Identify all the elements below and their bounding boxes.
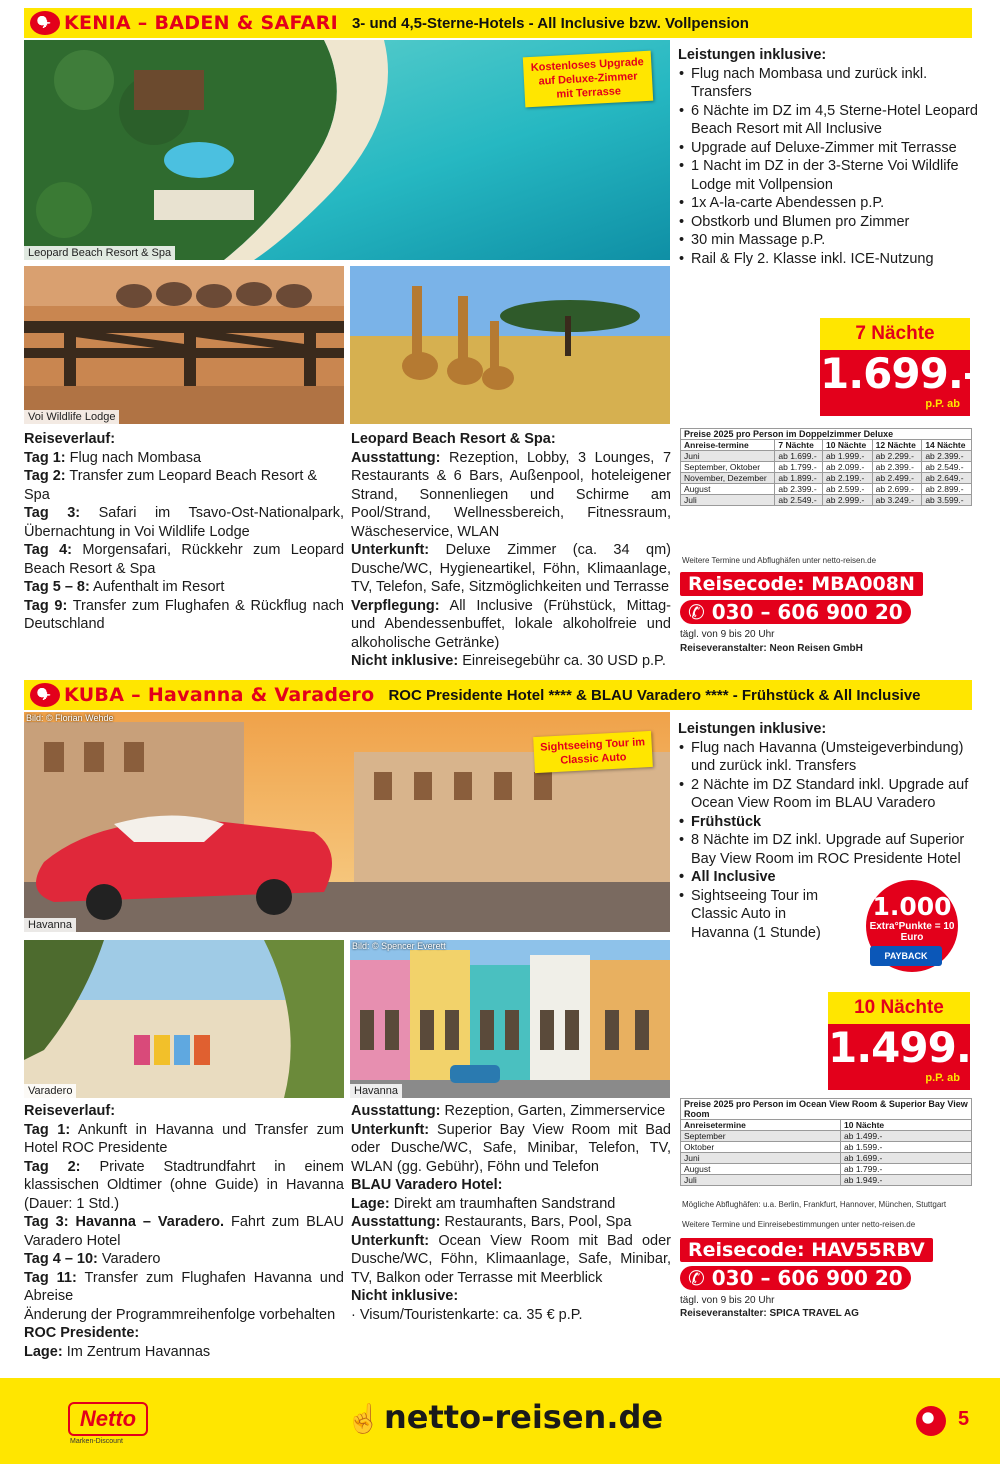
table-cell: August (681, 484, 775, 495)
itinerary-item: Tag 3: Havanna – Varadero. Fahrt zum BLAU Varadero Hotel (24, 1214, 345, 1249)
table-cell: Oktober (681, 1142, 841, 1153)
kenia-title-band (24, 8, 972, 38)
itinerary-item: Tag 5 – 8: Aufenthalt im Resort (24, 579, 225, 595)
hotel-detail: Lage: Direkt am traumhaften Sandstrand (351, 1195, 616, 1212)
kuba-nicht-title: Nicht inklusive: (351, 1288, 459, 1304)
kenia-photo2-caption: Voi Wildlife Lodge (24, 410, 119, 424)
table-row (681, 484, 972, 495)
kenia-price-pp: p.P. ab (925, 398, 960, 410)
table-cell: ab 1.949.- (841, 1175, 972, 1186)
kenia-nights: 7 Nächte (820, 318, 970, 350)
payback-text: Extra°Punkte = 10 Euro (869, 921, 955, 943)
table-cell: ab 2.599.- (823, 484, 873, 495)
list-item: • Obstkorb und Blumen pro Zimmer (678, 213, 978, 232)
website-url[interactable]: netto-reisen.de (384, 1398, 664, 1436)
elephants-image (24, 266, 344, 424)
hotel-detail: Lage: Im Zentrum Havannas (24, 1343, 211, 1360)
list-item: • Sightseeing Tour im Classic Auto in Havanna (1 Stunde) (678, 887, 846, 943)
kuba-roc-title: ROC Presidente: (24, 1325, 140, 1341)
table-cell: ab 1.999.- (823, 451, 873, 462)
kuba-havanna-street-photo (350, 940, 670, 1098)
table-row (681, 1142, 972, 1153)
hotel-detail: Nicht inklusive: Einreisegebühr ca. 30 USD p.P. (351, 653, 666, 669)
list-item: • 6 Nächte im DZ im 4,5 Sterne-Hotel Leopard Beach Resort mit All Inclusive (678, 102, 978, 139)
table-cell: ab 1.699.- (841, 1153, 972, 1164)
table-cell: ab 2.299.- (872, 451, 922, 462)
itinerary-item: Tag 1: Flug nach Mombasa (24, 449, 202, 466)
itinerary-item: Tag 1: Ankunft in Havanna und Transfer zum Hotel ROC Presidente (24, 1121, 344, 1156)
list-item: • Upgrade auf Deluxe-Zimmer mit Terrasse (678, 139, 978, 158)
itinerary-item: Tag 3: Safari im Tsavo-Ost-Nationalpark, Übernachtung in Voi Wildlife Lodge (24, 505, 345, 540)
table-cell: ab 2.399.- (872, 462, 922, 473)
list-item: • Frühstück (678, 813, 978, 832)
table-header: 12 Nächte (872, 440, 922, 451)
kuba-nights: 10 Nächte (828, 992, 970, 1024)
phone-number: 030 – 606 900 20 (711, 1266, 903, 1290)
netto-logo-tagline: Marken-Discount (70, 1438, 123, 1445)
kenia-photo1-caption: Leopard Beach Resort & Spa (24, 246, 175, 260)
kenia-leistungen (678, 46, 978, 268)
globe-icon: ✈ (30, 11, 60, 35)
table-cell: ab 1.499.- (841, 1131, 972, 1142)
phone-icon: ✆ (688, 1266, 712, 1290)
table-cell: ab 2.399.- (775, 484, 823, 495)
kenia-reisecode: Reisecode: MBA008N (680, 572, 923, 596)
kuba-price-box (828, 1023, 988, 1090)
table-cell: ab 1.799.- (775, 462, 823, 473)
table-cell: November, Dezember (681, 473, 775, 484)
kuba-price: 1.499.- (828, 1023, 988, 1072)
footer (0, 1378, 1000, 1464)
table-cell: Juli (681, 1175, 841, 1186)
table-row (681, 1175, 972, 1186)
table-row (681, 1131, 972, 1142)
table-cell: ab 2.499.- (872, 473, 922, 484)
kenia-hotel-info (351, 430, 671, 671)
table-cell: ab 1.799.- (841, 1164, 972, 1175)
table-row (681, 473, 972, 484)
hotel-detail: Ausstattung: Rezeption, Lobby, 3 Lounges, 7 Restaurants & 6 Bars, Außenpool, hoteleigener Strand, Sonnenliegen und Schirme am Pool/Strand, Wellnessbereich, Fitnessraum, Wäscheservice, WLAN (351, 449, 672, 540)
kuba-hotel-info (351, 1102, 671, 1324)
table-row (681, 451, 972, 462)
kenia-giraffe-photo (350, 266, 670, 424)
kuba-photo3-caption: Havanna (350, 1084, 402, 1098)
kenia-beach-photo (24, 40, 670, 260)
hand-icon: ☝ (346, 1403, 381, 1434)
table-cell: ab 3.249.- (872, 495, 922, 506)
table-header: Anreise-termine (681, 440, 775, 451)
itinerary-item: Tag 11: Transfer zum Flughafen Havanna und Abreise (24, 1269, 344, 1304)
kenia-hours: tägl. von 9 bis 20 Uhr (680, 629, 775, 640)
kuba-car-photo (24, 712, 670, 932)
kuba-photo1-caption: Havanna (24, 918, 76, 932)
kuba-price-pp: p.P. ab (925, 1072, 960, 1084)
itinerary-item: Tag 4 – 10: Varadero (24, 1251, 161, 1267)
table-caption: Preise 2025 pro Person im Ocean View Room & Superior Bay View Room (681, 1099, 972, 1120)
table-cell: ab 2.549.- (775, 495, 823, 506)
table-cell: ab 2.549.- (922, 462, 972, 473)
kuba-reise-title: Reiseverlauf: (24, 1103, 116, 1119)
table-cell: Juli (681, 495, 775, 506)
list-item: • Flug nach Havanna (Umsteigeverbindung) und zurück inkl. Transfers (678, 739, 978, 776)
kuba-reisecode: Reisecode: HAV55RBV (680, 1238, 933, 1262)
kenia-operator: Reiseveranstalter: Neon Reisen GmbH (680, 643, 863, 654)
table-cell: September, Oktober (681, 462, 775, 473)
kenia-leistungen-title: Leistungen inklusive: (678, 47, 827, 63)
colorful-buildings-image (350, 940, 670, 1098)
kenia-price-box (820, 349, 980, 416)
giraffes-image (350, 266, 670, 424)
kuba-title: KUBA – Havanna & Varadero (64, 684, 375, 706)
table-cell: September (681, 1131, 841, 1142)
kenia-reiseverlauf (24, 430, 344, 634)
phone-icon: ✆ (688, 600, 712, 624)
table-cell: ab 2.899.- (922, 484, 972, 495)
globe-icon (916, 1406, 946, 1436)
table-cell: ab 2.099.- (823, 462, 873, 473)
hotel-detail: Ausstattung: Rezeption, Garten, Zimmerservice (351, 1103, 666, 1119)
table-cell: ab 3.599.- (922, 495, 972, 506)
kuba-title-band (24, 680, 972, 710)
kuba-price-table (680, 1098, 972, 1186)
kenia-title: KENIA – BADEN & SAFARI (64, 12, 338, 34)
kenia-table-note: Weitere Termine und Abflughäfen unter netto-reisen.de (682, 556, 877, 565)
kuba-subtitle: ROC Presidente Hotel **** & BLAU Varadero **** - Frühstück & All Inclusive (388, 686, 921, 704)
kenia-leistungen-list (678, 65, 978, 269)
table-caption: Preise 2025 pro Person im Doppelzimmer Deluxe (681, 429, 972, 440)
table-cell: ab 2.999.- (823, 495, 873, 506)
table-header: 7 Nächte (775, 440, 823, 451)
kuba-reiseverlauf (24, 1102, 344, 1361)
kuba-blau-title: BLAU Varadero Hotel: (351, 1177, 503, 1193)
kuba-photo2-caption: Varadero (24, 1084, 76, 1098)
payback-badge (866, 880, 958, 972)
kuba-hours: tägl. von 9 bis 20 Uhr (680, 1295, 775, 1306)
varadero-sign-image (24, 940, 344, 1098)
kenia-reise-title: Reiseverlauf: (24, 431, 116, 447)
kuba-phone[interactable] (680, 1266, 911, 1290)
hotel-detail: Verpflegung: All Inclusive (Frühstück, Mittag- und Abendessenbuffet, lokale alkoholfreie und alkoholische Getränke) (351, 597, 671, 651)
table-header: 10 Nächte (841, 1120, 972, 1131)
list-item: • 1 Nacht im DZ in der 3-Sterne Voi Wildlife Lodge mit Vollpension (678, 157, 978, 194)
itinerary-note: Änderung der Programmreihenfolge vorbehalten (24, 1306, 336, 1323)
table-cell: Juni (681, 451, 775, 462)
table-row (681, 462, 972, 473)
hotel-detail: Ausstattung: Restaurants, Bars, Pool, Spa (351, 1214, 632, 1230)
kenia-subtitle: 3- und 4,5-Sterne-Hotels - All Inclusive bzw. Vollpension (351, 14, 749, 32)
kuba-varadero-photo (24, 940, 344, 1098)
hotel-detail: Unterkunft: Superior Bay View Room mit Bad oder Dusche/WC, Safe, Minibar, Telefon, TV, WLAN (gg. Gebühr), Föhn und Telefon (351, 1121, 671, 1175)
list-item: • 1x A-la-carte Abendessen p.P. (678, 194, 978, 213)
table-row (681, 495, 972, 506)
itinerary-item: Tag 2: Transfer zum Leopard Beach Resort & Spa (24, 468, 318, 503)
kenia-phone[interactable] (680, 600, 911, 624)
netto-logo[interactable]: Netto (68, 1402, 148, 1436)
table-cell: August (681, 1164, 841, 1175)
list-item: • All Inclusive (678, 868, 978, 887)
table-cell: ab 2.199.- (823, 473, 873, 484)
payback-logo: PAYBACK (870, 946, 942, 966)
kuba-table-note1: Mögliche Abflughäfen: u.a. Berlin, Frankfurt, Hannover, München, Stuttgart (682, 1200, 947, 1209)
kenia-hotel-title: Leopard Beach Resort & Spa: (351, 431, 556, 447)
kuba-sightseeing-badge: Sightseeing Tour im Classic Auto (533, 731, 653, 773)
itinerary-item: Tag 9: Transfer zum Flughafen & Rückflug nach Deutschland (24, 597, 344, 632)
kuba-photo1-credit: Bild: © Florian Wehde (26, 713, 114, 723)
kenia-price-table (680, 428, 972, 506)
itinerary-item: Tag 2: Private Stadtrundfahrt in einem klassischen Oldtimer (ohne Guide) in Havanna (Dauer: 1 Std.) (24, 1158, 344, 1212)
table-cell: ab 2.699.- (872, 484, 922, 495)
table-cell: ab 1.699.- (775, 451, 823, 462)
kenia-price: 1.699.- (820, 349, 980, 398)
kenia-lodge-photo (24, 266, 344, 424)
kenia-upgrade-badge: Kostenloses Upgrade auf Deluxe-Zimmer mit Terrasse (523, 51, 653, 108)
table-header: 14 Nächte (922, 440, 972, 451)
kuba-leistungen-title: Leistungen inklusive: (678, 721, 827, 737)
kuba-photo3-credit: Bild: © Spencer Everett (352, 941, 446, 951)
list-item: • Flug nach Mombasa und zurück inkl. Transfers (678, 65, 978, 102)
list-item: • 8 Nächte im DZ inkl. Upgrade auf Superior Bay View Room im ROC Presidente Hotel (678, 831, 978, 868)
table-cell: ab 2.649.- (922, 473, 972, 484)
kuba-nicht-item: · Visum/Touristenkarte: ca. 35 € p.P. (351, 1306, 583, 1323)
payback-points: 1.000 (872, 892, 952, 921)
list-item: • 2 Nächte im DZ Standard inkl. Upgrade auf Ocean View Room im BLAU Varadero (678, 776, 978, 813)
list-item: • 30 min Massage p.P. (678, 231, 978, 250)
kuba-operator: Reiseveranstalter: SPICA TRAVEL AG (680, 1308, 859, 1319)
page-number: 5 (958, 1408, 970, 1430)
list-item: • Rail & Fly 2. Klasse inkl. ICE-Nutzung (678, 250, 978, 269)
table-cell: Juni (681, 1153, 841, 1164)
itinerary-item: Tag 4: Morgensafari, Rückkehr zum Leopard Beach Resort & Spa (24, 542, 345, 577)
hotel-detail: Unterkunft: Ocean View Room mit Bad oder Dusche/WC, Föhn, Klimaanlage, Safe, Minibar, TV, Balkon oder Terrasse mit Meerblick (351, 1232, 672, 1286)
hotel-detail: Unterkunft: Deluxe Zimmer (ca. 34 qm) Dusche/WC, Hygieneartikel, Föhn, Klimaanlage, TV, Telefon, Safe, Sitzmöglichkeiten und Terrasse (351, 542, 671, 595)
table-row (681, 1153, 972, 1164)
table-header: Anreisetermine (681, 1120, 841, 1131)
phone-number: 030 – 606 900 20 (711, 600, 903, 624)
table-cell: ab 1.599.- (841, 1142, 972, 1153)
table-cell: ab 2.399.- (922, 451, 972, 462)
kuba-table-note2: Weitere Termine und Einreisebestimmungen unter netto-reisen.de (682, 1220, 916, 1229)
table-row (681, 1164, 972, 1175)
table-cell: ab 1.899.- (775, 473, 823, 484)
table-header: 10 Nächte (823, 440, 873, 451)
globe-icon: ✈ (30, 683, 60, 707)
